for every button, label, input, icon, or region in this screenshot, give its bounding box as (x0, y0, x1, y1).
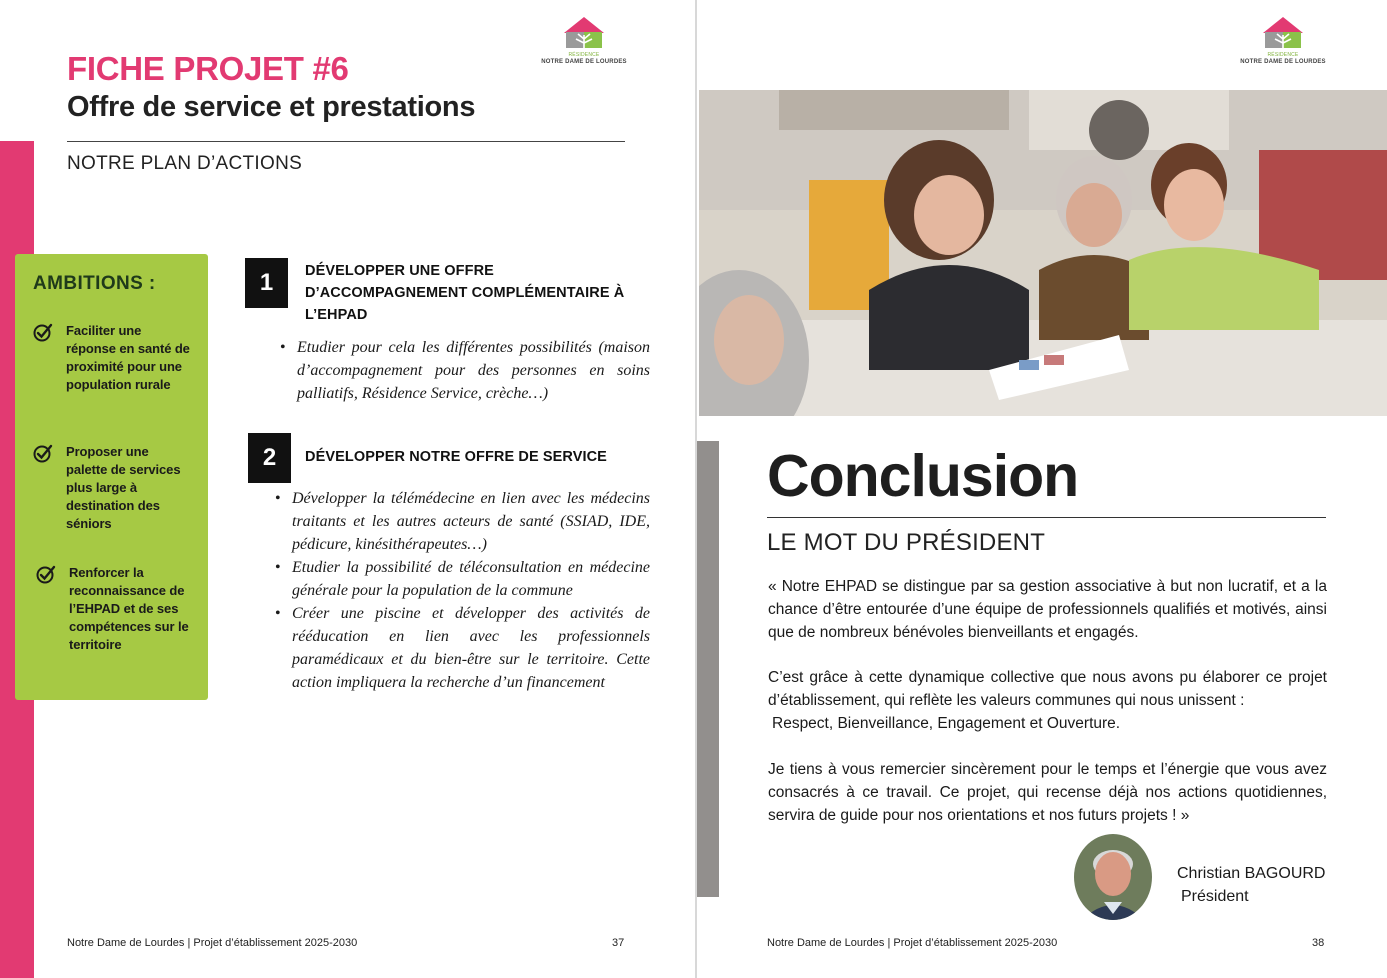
right-page (697, 0, 1387, 978)
residence-logo (1238, 15, 1328, 67)
action-bullet: • Etudier la possibilité de téléconsultation en médecine générale pour la population de la commune (292, 556, 650, 602)
title-divider (767, 517, 1326, 518)
footer-text: Notre Dame de Lourdes | Projet d’établissement 2025-2030 (67, 937, 358, 949)
ambitions-panel (15, 254, 208, 700)
action-number-badge: 1 (245, 258, 288, 308)
logo-bottom-text: NOTRE DAME DE LOURDES (1240, 59, 1326, 65)
action-bullet-list (297, 336, 650, 405)
action-bullet: • Etudier pour cela les différentes possibilités (maison d’accompagnement pour des personnes en soins palliatifs, Résidence Service, crèche…) (297, 336, 650, 405)
ambition-text: Proposer une palette de services plus large à destination des séniors (66, 444, 181, 531)
section-heading: LE MOT DU PRÉSIDENT (767, 529, 1046, 556)
logo-bottom-text: NOTRE DAME DE LOURDES (541, 59, 627, 65)
paragraph: « Notre EHPAD se distingue par sa gestion associative à but non lucratif, et a la chance d’être entourée d’une équipe de professionnels qualifiés et motivés, ainsi que de nombreux bénévoles bienveillants et engagés. (768, 578, 1327, 641)
signature-role: Président (1181, 888, 1249, 905)
president-avatar (1074, 834, 1152, 920)
page-title: FICHE PROJET #6 (67, 50, 349, 87)
paragraph: Respect, Bienveillance, Engagement et Ouverture. (772, 715, 1121, 732)
check-circle-icon (33, 443, 53, 463)
action-bullet: • Développer la télémédecine en lien avec les médecins traitants et les autres acteurs de santé (SSIAD, IDE, pédicure, kinésithérapeutes…) (292, 487, 650, 556)
house-tree-logo-icon (559, 15, 609, 51)
page-title: Conclusion (767, 443, 1079, 509)
logo-top-text: RÉSIDENCE (1267, 52, 1299, 58)
action-bullet: • Créer une piscine et développer des activités de rééducation en lien avec les professionnels paramédicaux et du bien-être sur le territoire. Cette action impliquera la recherche d’un financement (292, 602, 650, 694)
paragraph: Je tiens à vous remercier sincèrement pour le temps et l’énergie que vous avez consacrés à ce travail. Ce projet, qui recense déjà nos actions quotidiennes, servira de guide pour nos orientations et nos futurs projets ! » (768, 761, 1327, 824)
ambitions-title: AMBITIONS : (33, 273, 156, 294)
action-bullet-list (292, 487, 650, 694)
paragraph: C’est grâce à cette dynamique collective que nous avons pu élaborer ce projet d’établissement, qui reflète les valeurs communes qui nous unissent : (768, 669, 1327, 709)
gray-side-bar (697, 441, 719, 897)
residents-staff-photo (699, 90, 1387, 416)
ambition-text: Renforcer la reconnaissance de l’EHPAD et de ses compétences sur le territoire (69, 565, 189, 652)
action-title: DÉVELOPPER NOTRE OFFRE DE SERVICE (305, 449, 607, 465)
action-number-badge: 2 (248, 433, 291, 483)
residence-logo (539, 15, 629, 67)
footer-text: Notre Dame de Lourdes | Projet d’établissement 2025-2030 (767, 937, 1058, 949)
section-heading: NOTRE PLAN D’ACTIONS (67, 153, 303, 174)
page-number: 37 (612, 937, 625, 949)
check-circle-icon (36, 564, 56, 584)
page-number: 38 (1312, 937, 1325, 949)
logo-top-text: RÉSIDENCE (568, 52, 600, 58)
signature-name: Christian BAGOURD (1177, 865, 1326, 882)
ambition-text: Faciliter une réponse en santé de proximité pour une population rurale (66, 323, 190, 392)
page-subtitle: Offre de service et prestations (67, 91, 476, 123)
portrait-illustration (1074, 834, 1152, 920)
photo-illustration (699, 90, 1387, 416)
title-divider (67, 141, 625, 142)
house-tree-logo-icon (1258, 15, 1308, 51)
action-title: DÉVELOPPER UNE OFFRE D’ACCOMPAGNEMENT COMPLÉMENTAIRE À L’EHPAD (305, 263, 625, 323)
check-circle-icon (33, 322, 53, 342)
